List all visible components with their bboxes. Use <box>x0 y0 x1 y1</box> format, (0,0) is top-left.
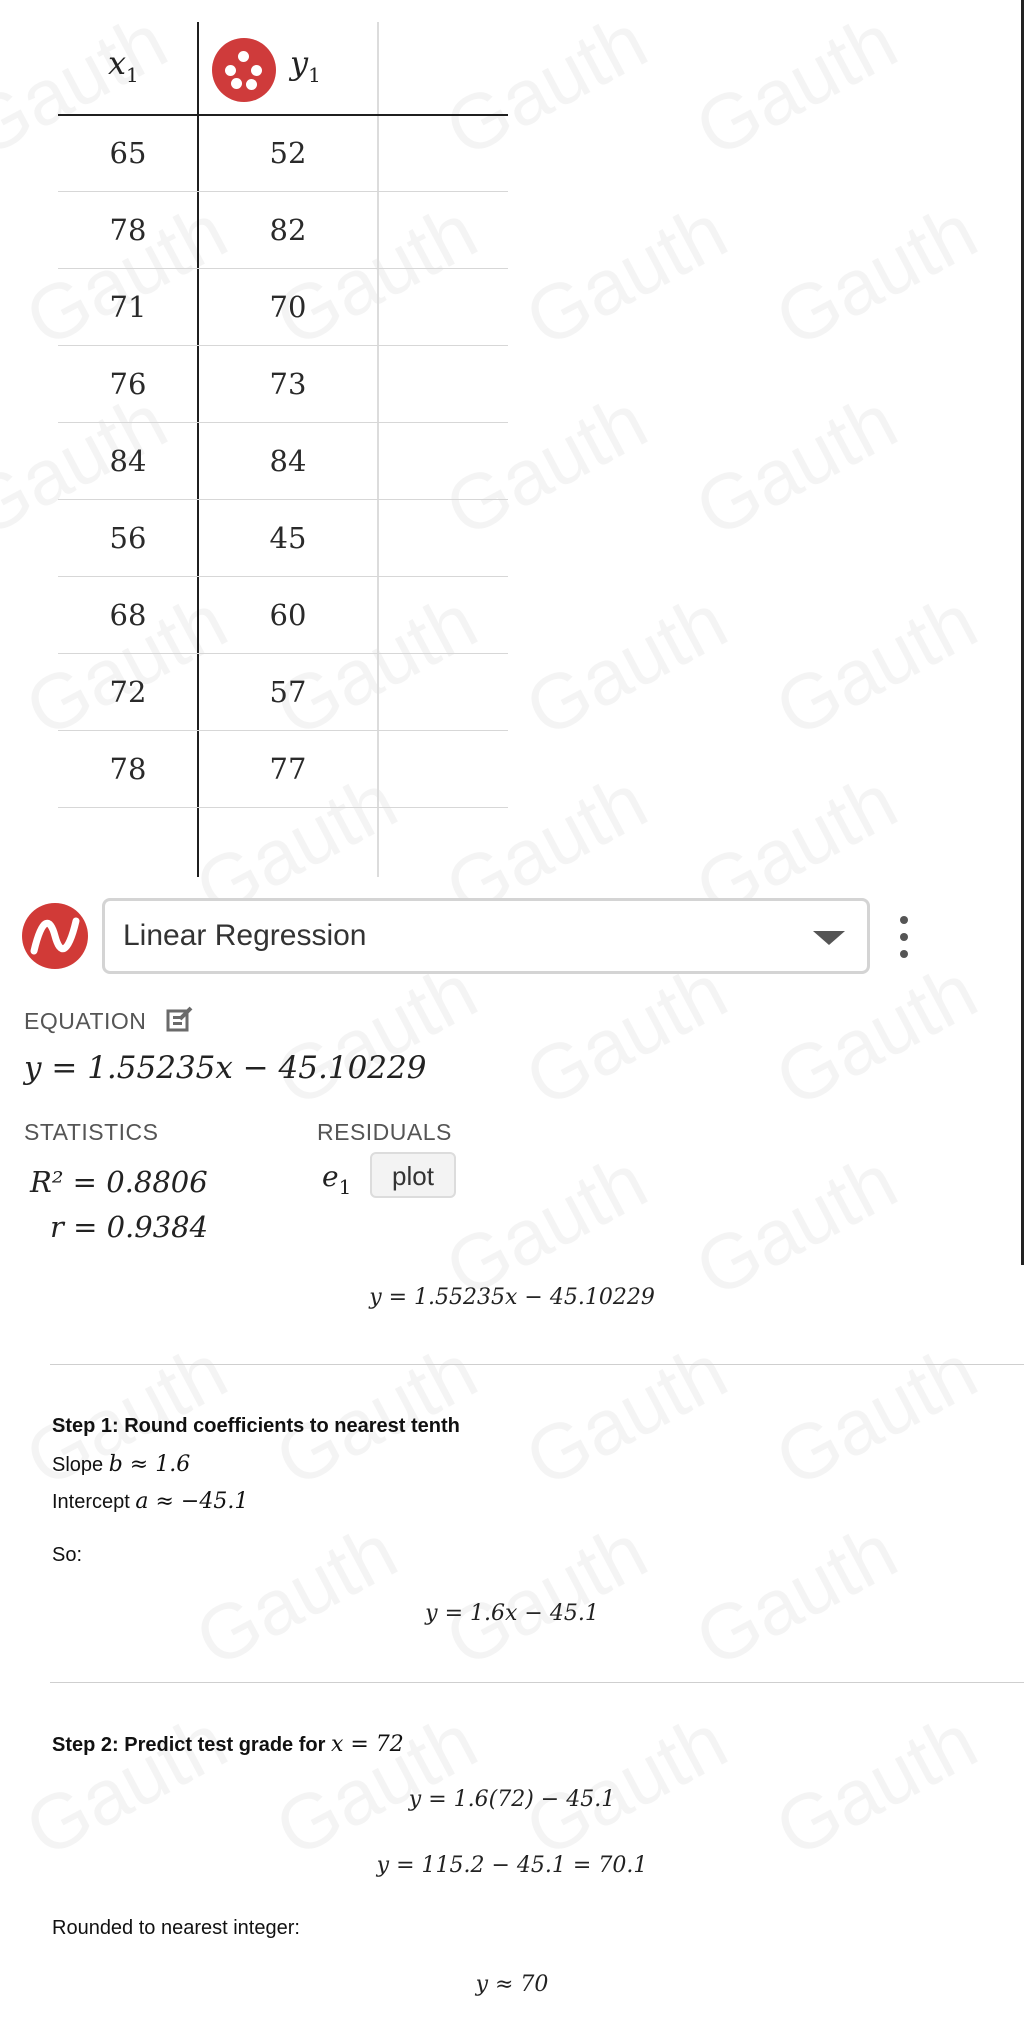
watermark-text <box>761 1325 991 1505</box>
plot-residuals-button[interactable]: plot <box>370 1152 456 1198</box>
table-row <box>58 346 508 423</box>
y-cell[interactable]: 73 <box>269 367 307 401</box>
regression-equation: y = 1.55235x − 45.10229 <box>24 1050 427 1086</box>
watermark-text <box>181 1505 411 1685</box>
table-row <box>58 654 508 731</box>
column-header-x[interactable]: $x_1$ <box>108 44 139 87</box>
rounded-label: Rounded to nearest integer: <box>52 1917 300 1939</box>
final-answer: y ≈ 70 <box>475 1972 549 1997</box>
x-cell[interactable]: 65 <box>109 136 147 170</box>
y-cell[interactable]: 84 <box>269 444 307 478</box>
calculation-line: y = 1.6(72) − 45.1 <box>408 1787 616 1812</box>
equation-heading: EQUATION <box>24 1008 147 1034</box>
watermark-text <box>761 1695 991 1875</box>
slope-line: Slope b ≈ 1.6 <box>52 1452 191 1477</box>
divider <box>50 1682 1024 1683</box>
regression-icon[interactable] <box>22 903 88 969</box>
edit-icon[interactable] <box>166 1005 194 1033</box>
regression-type-label: Linear Regression <box>123 919 367 952</box>
y-cell[interactable]: 70 <box>269 290 307 324</box>
statistics-heading: STATISTICS <box>24 1119 159 1145</box>
watermark-text <box>511 1325 741 1505</box>
watermark-text <box>511 185 741 365</box>
more-options-icon[interactable] <box>898 916 910 958</box>
step-1-title: Step 1: Round coefficients to nearest tenth <box>52 1415 460 1437</box>
column-header-y[interactable]: $y_1$ <box>290 44 321 87</box>
watermark-text <box>431 1505 661 1685</box>
watermark-text <box>11 1695 241 1875</box>
table-row <box>58 731 508 808</box>
table-header <box>58 22 508 114</box>
table-row <box>58 115 508 192</box>
x-cell[interactable]: 68 <box>109 598 147 632</box>
rounded-equation: y = 1.6x − 45.1 <box>425 1601 599 1626</box>
x-cell[interactable]: 56 <box>109 521 147 555</box>
table-row <box>58 500 508 577</box>
data-table <box>58 22 508 882</box>
x-cell[interactable]: 72 <box>109 675 147 709</box>
y-cell[interactable]: 77 <box>269 752 307 786</box>
intercept-line: Intercept a ≈ −45.1 <box>52 1489 249 1514</box>
x-cell[interactable]: 78 <box>109 752 147 786</box>
table-row <box>58 423 508 500</box>
table-row <box>58 269 508 346</box>
watermark-text <box>761 185 991 365</box>
x-cell[interactable]: 76 <box>109 367 147 401</box>
y-cell[interactable]: 60 <box>269 598 307 632</box>
y-cell[interactable]: 45 <box>269 521 307 555</box>
residual-label: $e_1$ <box>322 1160 352 1199</box>
y-cell[interactable]: 52 <box>269 136 307 170</box>
residuals-heading: RESIDUALS <box>317 1119 452 1145</box>
so-label: So: <box>52 1544 83 1566</box>
r-squared-value: R² = 0.8806 <box>30 1165 208 1199</box>
x-cell[interactable]: 71 <box>109 290 147 324</box>
watermark-text <box>681 1505 911 1685</box>
watermark-text <box>511 575 741 755</box>
watermark-text <box>681 0 911 176</box>
caret-down-icon <box>813 931 845 945</box>
r-value: r = 0.9384 <box>50 1210 209 1244</box>
divider <box>50 1364 1024 1365</box>
point-style-icon[interactable] <box>212 38 276 102</box>
y-cell[interactable]: 57 <box>269 675 307 709</box>
y-cell[interactable]: 82 <box>269 213 307 247</box>
watermark-text <box>761 575 991 755</box>
x-cell[interactable]: 84 <box>109 444 147 478</box>
watermark-text <box>511 1695 741 1875</box>
watermark-text <box>681 375 911 555</box>
x-cell[interactable]: 78 <box>109 213 147 247</box>
regression-type-select[interactable] <box>102 898 870 974</box>
solution-equation: y = 1.55235x − 45.10229 <box>369 1285 655 1310</box>
table-row <box>58 577 508 654</box>
step-2-title: Step 2: Predict test grade for x = 72 <box>52 1732 404 1757</box>
calculation-line: y = 115.2 − 45.1 = 70.1 <box>376 1853 648 1878</box>
table-row <box>58 192 508 269</box>
watermark-text <box>261 1695 491 1875</box>
